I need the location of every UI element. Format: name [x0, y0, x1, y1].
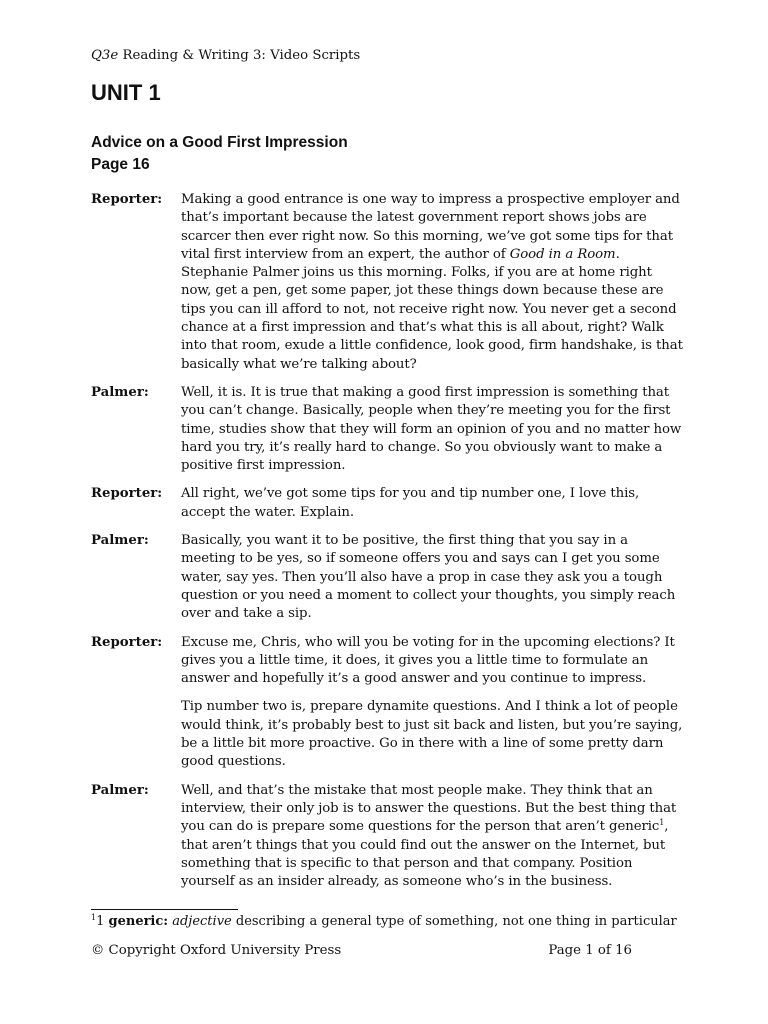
transcript-turn — [91, 384, 683, 485]
book-title: Good in a Room — [509, 246, 616, 262]
footnote-separator — [91, 909, 238, 910]
speech — [181, 634, 683, 782]
footnote-part-of-speech: adjective — [172, 914, 232, 929]
section-title: Advice on a Good First Impression — [91, 134, 348, 151]
page-number: Page 1 of 16 — [548, 943, 632, 958]
speaker-label: Palmer: — [91, 782, 149, 798]
speech-paragraph — [181, 191, 683, 374]
speech-text: . Stephanie Palmer joins us this morning. Folks, if you are at home right now, get a pen, get some paper, jot these things down because these are tips you can ill afford to not, not receive right now. You never get a second chance at a first impression and that’s what this is all about, right? Walk into that room, exude a little confidence, look good, firm handshake, is that basically what we’re talking about? — [181, 246, 683, 372]
transcript — [91, 191, 683, 901]
footnote-reference: 1 — [659, 818, 665, 828]
speech-text: Well, and that’s the mistake that most people make. They think that an interview, their only job is to answer the questions. But the best thing that you can do is prepare some questions for the person that aren’t generic — [181, 782, 677, 835]
series-title: Reading & Writing 3: Video Scripts — [118, 48, 361, 63]
speaker-label: Palmer: — [91, 533, 149, 549]
transcript-turn — [91, 634, 683, 782]
speech-paragraph: All right, we’ve got some tips for you and tip number one, I love this, accept the water. Explain. — [181, 486, 640, 520]
copyright-notice: © Copyright Oxford University Press — [91, 943, 342, 958]
series-code: Q3e — [91, 48, 119, 63]
transcript-turn — [91, 191, 683, 384]
transcript-turn — [91, 485, 683, 532]
running-header — [91, 47, 360, 65]
footnote-term: generic: — [108, 914, 169, 929]
speech — [181, 191, 683, 384]
speech-paragraph: Excuse me, Chris, who will you be voting for in the upcoming elections? It gives you a little time, it does, it gives you a little time to formulate an answer and hopefully it’s a good answer and you continue to impress. — [181, 634, 675, 687]
speaker-label: Reporter: — [91, 634, 163, 650]
speaker-label: Reporter: — [91, 486, 163, 502]
transcript-turn — [91, 782, 683, 902]
unit-title: UNIT 1 — [91, 80, 161, 105]
footnote — [91, 913, 677, 931]
speaker-label: Reporter: — [91, 192, 163, 207]
section-heading — [91, 132, 348, 175]
speech — [181, 384, 683, 485]
speaker-label: Palmer: — [91, 384, 149, 400]
transcript-turn — [91, 532, 683, 633]
speech — [181, 782, 683, 902]
speech — [181, 485, 683, 532]
section-page-ref: Page 16 — [91, 155, 150, 173]
footnote-marker: 1 — [91, 913, 97, 922]
footnote-definition: describing a general type of something, not one thing in particular — [231, 914, 677, 929]
speech-paragraph — [181, 782, 683, 892]
speech-text: , that aren’t things that you could find out the answer on the Internet, but something that is specific to that person and that company. Position yourself as an insider already, as someone who’s in the business. — [181, 819, 669, 890]
speech — [181, 532, 683, 633]
footnote-number: 1 — [96, 914, 109, 929]
speech-paragraph: Well, it is. It is true that making a good first impression is something that you can’t change. Basically, people when they’re meeting you for the first time, studies show that they will form an opinion of you and no matter how hard you try, it’s really hard to change. So you obviously want to make a positive first impression. — [181, 384, 682, 474]
speech-paragraph: Tip number two is, prepare dynamite questions. And I think a lot of people would think, it’s probably best to just sit back and listen, but you’re saying, be a little bit more proactive. Go in there with a line of some pretty darn good questions. — [181, 699, 683, 770]
speech-paragraph: Basically, you want it to be positive, the first thing that you say in a meeting to be yes, so if someone offers you and says can I get you some water, say yes. Then you’ll also have a prop in case they ask you a tough question or you need a moment to collect your thoughts, you simply reach over and take a sip. — [181, 533, 676, 622]
speech-text: Making a good entrance is one way to impress a prospective employer and that’s important because the latest government report shows jobs are scarcer then ever right now. So this morning, we’ve got some tips for that vital first interview from an expert, the author of — [181, 192, 680, 262]
